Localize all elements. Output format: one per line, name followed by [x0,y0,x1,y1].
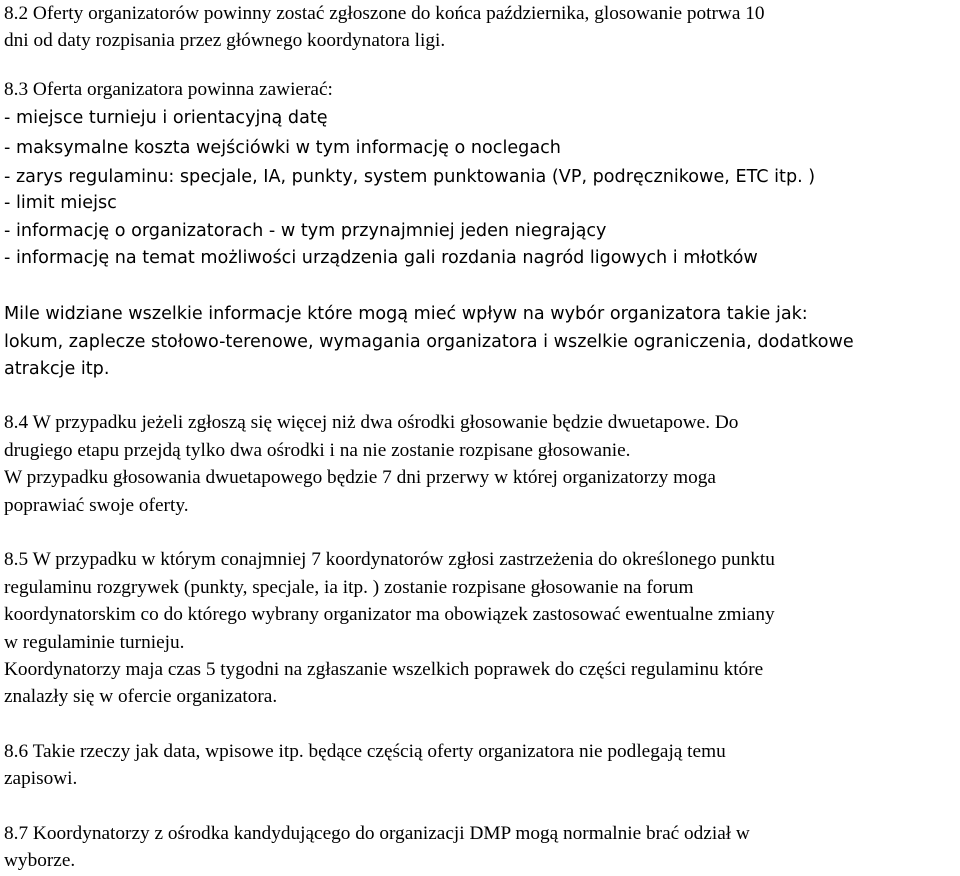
section-8-3-heading: 8.3 Oferta organizatora powinna zawierać: [4,79,333,100]
section-8-4-line-2: drugiego etapu przejdą tylko dwa ośrodki i na nie zostanie rozpisane głosowanie. [4,440,631,461]
section-8-2-line-1: 8.2 Oferty organizatorów powinny zostać zgłoszone do końca października, glosowanie potrwa 10 [4,3,765,24]
section-8-4-line-1: 8.4 W przypadku jeżeli zgłoszą się więcej niż dwa ośrodki głosowanie będzie dwuetapowe. Do [4,412,739,433]
section-8-3-item-rules: - zarys regulaminu: specjale, IA, punkty, system punktowania (VP, podręcznikowe, ETC itp. ) [4,167,816,187]
section-8-6-line-1: 8.6 Takie rzeczy jak data, wpisowe itp. będące częścią oferty organizatora nie podlegają temu [4,741,726,762]
section-8-3-item-limit: - limit miejsc [4,193,117,213]
section-8-7-line-2: wyborze. [4,850,76,871]
section-8-7-line-1: 8.7 Koordynatorzy z ośrodka kandydującego do organizacji DMP mogą normalnie brać odział w [4,823,750,844]
welcome-info-line-3: atrakcje itp. [4,359,110,379]
section-8-4-line-4: poprawiać swoje oferty. [4,495,189,516]
section-8-3-item-organizers: - informację o organizatorach - w tym przynajmniej jeden niegrający [4,221,607,241]
section-8-4-line-3: W przypadku głosowania dwuetapowego będzie 7 dni przerwy w której organizatorzy moga [4,467,716,488]
section-8-3-item-costs: - maksymalne koszta wejściówki w tym informację o noclegach [4,138,561,158]
section-8-5-line-2: regulaminu rozgrywek (punkty, specjale, ia itp. ) zostanie rozpisane głosowanie na forum [4,577,694,598]
section-8-3-item-gala: - informację na temat możliwości urządzenia gali rozdania nagród ligowych i młotków [4,248,758,268]
section-8-5-line-6: znalazły się w ofercie organizatora. [4,686,278,707]
section-8-5-line-5: Koordynatorzy maja czas 5 tygodni na zgłaszanie wszelkich poprawek do części regulaminu które [4,659,764,680]
section-8-5-line-3: koordynatorskim co do którego wybrany organizator ma obowiązek zastosować ewentualne zmiany [4,604,775,625]
section-8-3-item-venue: - miejsce turnieju i orientacyjną datę [4,108,328,128]
welcome-info-line-2: lokum, zaplecze stołowo-terenowe, wymagania organizatora i wszelkie ograniczenia, dodatkowe [4,332,854,352]
section-8-5-line-1: 8.5 W przypadku w którym conajmniej 7 koordynatorów zgłosi zastrzeżenia do określonego punktu [4,549,775,570]
welcome-info-line-1: Mile widziane wszelkie informacje które mogą mieć wpływ na wybór organizatora takie jak: [4,304,808,324]
section-8-2-line-2: dni od daty rozpisania przez głównego koordynatora ligi. [4,30,446,51]
section-8-5-line-4: w regulaminie turnieju. [4,632,185,653]
section-8-6-line-2: zapisowi. [4,768,78,789]
